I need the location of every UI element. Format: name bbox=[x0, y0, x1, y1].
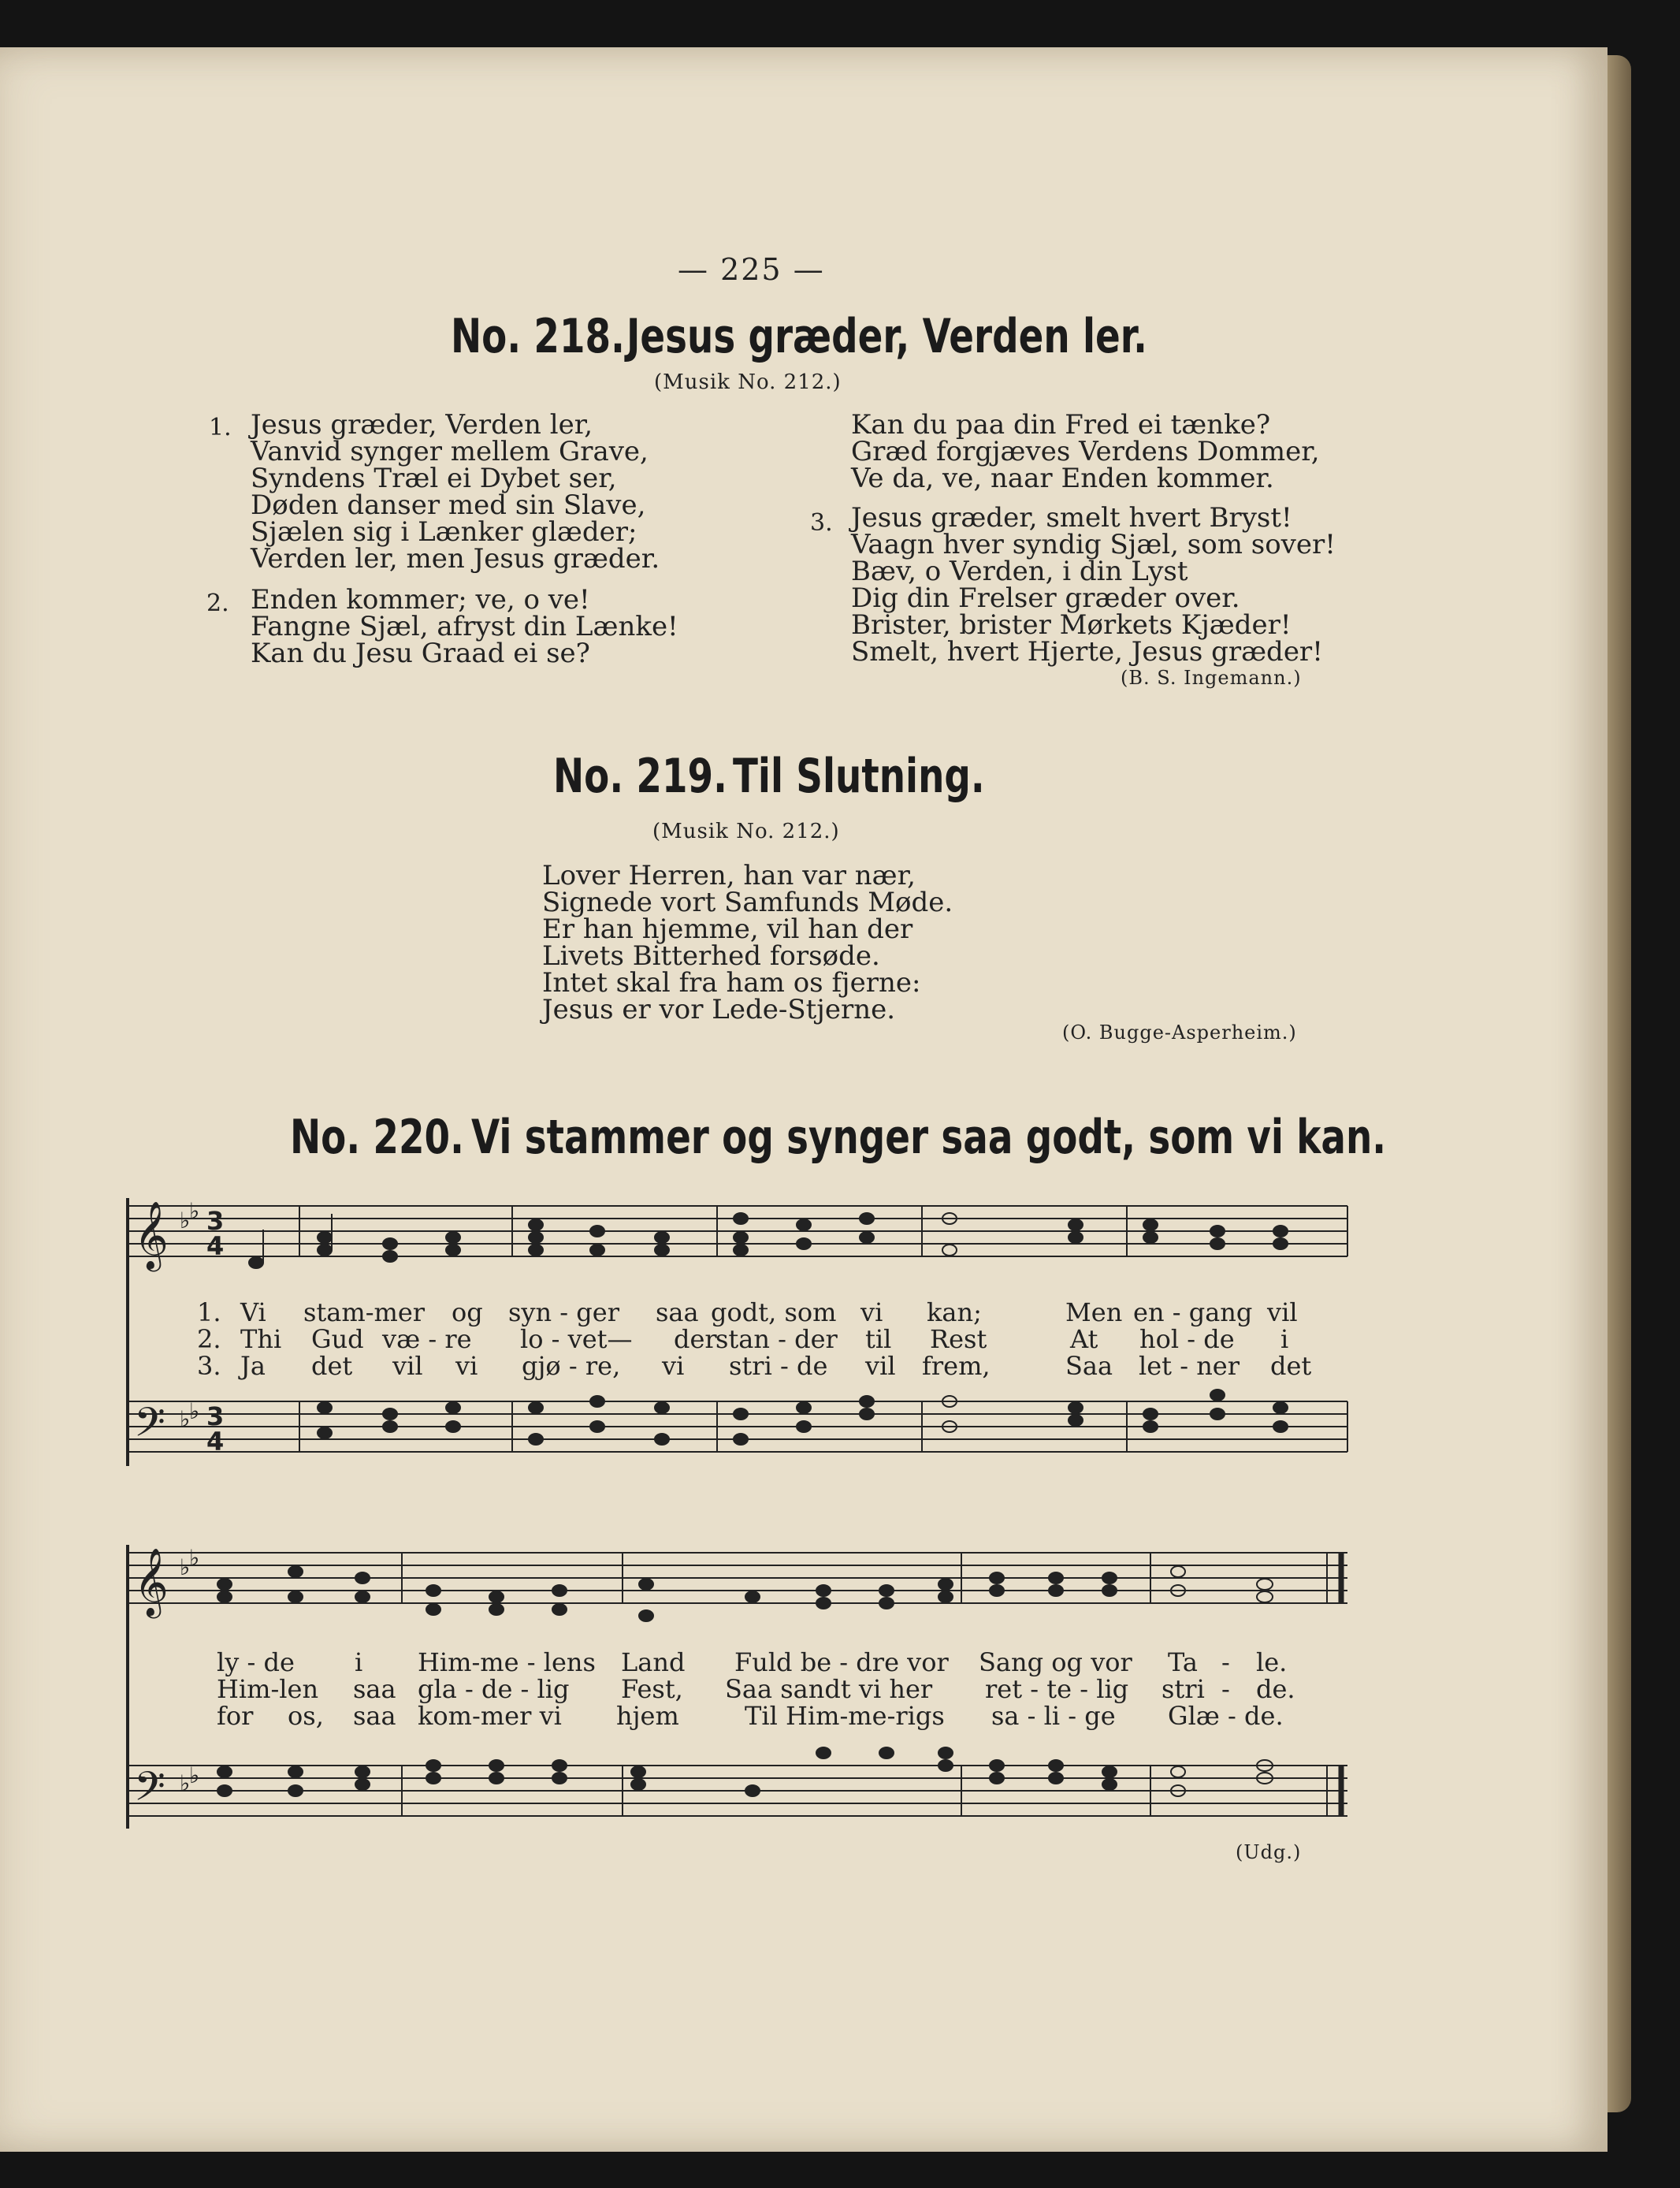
lyric-syllable: Vi bbox=[240, 1297, 266, 1327]
lyric-syllable: Sang og vor bbox=[979, 1647, 1132, 1677]
svg-text:𝄞: 𝄞 bbox=[134, 1201, 169, 1269]
lyric-syllable: til bbox=[865, 1324, 892, 1354]
lyric-syllable: kom-mer vi bbox=[418, 1701, 562, 1731]
lyric-syllable: væ - re bbox=[382, 1324, 472, 1354]
lyric-syllable: - bbox=[1221, 1647, 1230, 1677]
lyric-syllable: for bbox=[217, 1701, 254, 1731]
verse-line: Lover Herren, han var nær, bbox=[542, 860, 916, 891]
lyric-syllable: ly - de bbox=[217, 1647, 295, 1677]
verse-line: Intet skal fra ham os fjerne: bbox=[542, 967, 921, 999]
hymn-219-musik: (Musik No. 212.) bbox=[652, 820, 840, 843]
lyric-syllable: vi bbox=[662, 1351, 685, 1381]
hymn-219-number: No. 219. bbox=[553, 749, 727, 804]
lyric-syllable: saa bbox=[353, 1674, 396, 1704]
verse-line: Vanvid synger mellem Grave, bbox=[251, 436, 649, 467]
lyric-syllable: og bbox=[452, 1297, 483, 1327]
lyric-syllable: stri - de bbox=[729, 1351, 828, 1381]
lyric-syllable: Ja bbox=[240, 1351, 266, 1381]
verse-number: 1. bbox=[197, 1297, 221, 1327]
lyric-syllable: saa bbox=[353, 1701, 396, 1731]
lyric-syllable: saa bbox=[656, 1297, 699, 1327]
lyric-syllable: en - gang bbox=[1133, 1297, 1253, 1327]
lyric-syllable: Land bbox=[621, 1647, 686, 1677]
lyric-syllable: Rest bbox=[930, 1324, 987, 1354]
verse-line: Livets Bitterhed forsøde. bbox=[542, 940, 880, 972]
lyric-syllable: At bbox=[1070, 1324, 1098, 1354]
lyric-syllable: hol - de bbox=[1139, 1324, 1235, 1354]
lyric-syllable: lo - vet— bbox=[520, 1324, 633, 1354]
svg-text:♭: ♭ bbox=[189, 1198, 200, 1224]
svg-text:♭: ♭ bbox=[180, 1207, 191, 1234]
verse-number: 2. bbox=[206, 590, 229, 617]
lyric-syllable: hjem bbox=[616, 1701, 679, 1731]
svg-text:♭: ♭ bbox=[180, 1554, 191, 1580]
svg-text:♭: ♭ bbox=[189, 1398, 200, 1424]
hymn-220-author: (Udg.) bbox=[1236, 1841, 1302, 1863]
lyric-syllable: let - ner bbox=[1139, 1351, 1240, 1381]
svg-text:4: 4 bbox=[206, 1231, 225, 1261]
svg-text:♭: ♭ bbox=[189, 1762, 200, 1788]
lyric-syllable: Fuld be - dre vor bbox=[734, 1647, 949, 1677]
verse-line: Kan du Jesu Graad ei se? bbox=[251, 638, 590, 669]
hymn-218-title: Jesus græder, Verden ler. bbox=[626, 309, 1147, 364]
lyric-syllable: gjø - re, bbox=[522, 1351, 621, 1381]
lyric-syllable: Him-me - lens bbox=[418, 1647, 596, 1677]
hymn-218-musik: (Musik No. 212.) bbox=[654, 370, 842, 394]
verse-line: Jesus er vor Lede-Stjerne. bbox=[542, 994, 896, 1025]
verse-line: Smelt, hvert Hjerte, Jesus græder! bbox=[851, 636, 1323, 668]
lyric-syllable: frem, bbox=[922, 1351, 991, 1381]
lyric-syllable: ret - te - lig bbox=[985, 1674, 1129, 1704]
lyric-syllable: Ta bbox=[1168, 1647, 1198, 1677]
lyric-syllable: der bbox=[674, 1324, 717, 1354]
verse-line: Vaagn hver syndig Sjæl, som sover! bbox=[851, 529, 1336, 560]
lyric-syllable: vil bbox=[392, 1351, 423, 1381]
svg-text:♭: ♭ bbox=[180, 1406, 191, 1432]
lyric-syllable: i bbox=[355, 1647, 363, 1677]
verse-line: Ve da, ve, naar Enden kommer. bbox=[851, 463, 1274, 494]
lyric-syllable: vil bbox=[1267, 1297, 1298, 1327]
verse-line: Signede vort Samfunds Møde. bbox=[542, 887, 953, 918]
verse-line: Enden kommer; ve, o ve! bbox=[251, 584, 590, 616]
lyric-syllable: Til Him-me-rigs bbox=[745, 1701, 945, 1731]
verse-line: Bæv, o Verden, i din Lyst bbox=[851, 556, 1188, 587]
verse-line: Er han hjemme, vil han der bbox=[542, 914, 913, 945]
lyric-syllable: stan - der bbox=[715, 1324, 838, 1354]
hymn-220-title: Vi stammer og synger saa godt, som vi kan. bbox=[471, 1110, 1387, 1165]
lyric-syllable: Glæ - de. bbox=[1168, 1701, 1284, 1731]
hymn-220-number: No. 220. bbox=[290, 1110, 464, 1165]
verse-number: 2. bbox=[197, 1324, 221, 1354]
svg-text:𝄞: 𝄞 bbox=[134, 1548, 169, 1616]
lyric-syllable: stam-mer bbox=[303, 1297, 426, 1327]
lyric-syllable: det bbox=[1270, 1351, 1312, 1381]
lyric-syllable: stri bbox=[1162, 1674, 1205, 1704]
verse-line: Sjælen sig i Lænker glæder; bbox=[251, 516, 637, 548]
verse-line: Fangne Sjæl, afryst din Lænke! bbox=[251, 611, 678, 642]
verse-number: 1. bbox=[209, 414, 232, 441]
lyric-syllable: Him-len bbox=[217, 1674, 319, 1704]
verse-line: Brister, brister Mørkets Kjæder! bbox=[851, 609, 1292, 641]
verse-line: Græd forgjæves Verdens Dommer, bbox=[851, 436, 1320, 467]
svg-text:♭: ♭ bbox=[180, 1770, 191, 1796]
verse-line: Verden ler, men Jesus græder. bbox=[251, 543, 660, 575]
verse-line: Dig din Frelser græder over. bbox=[851, 582, 1240, 614]
lyric-syllable: kan; bbox=[927, 1297, 982, 1327]
svg-text:4: 4 bbox=[206, 1427, 225, 1457]
lyric-syllable: vi bbox=[860, 1297, 883, 1327]
lyric-syllable: Gud bbox=[311, 1324, 364, 1354]
svg-text:3: 3 bbox=[206, 1206, 225, 1236]
lyric-syllable: vi bbox=[455, 1351, 478, 1381]
lyric-syllable: sa - li - ge bbox=[991, 1701, 1116, 1731]
verse-line: Syndens Træl ei Dybet ser, bbox=[251, 463, 617, 494]
hymn-219-title: Til Slutning. bbox=[733, 749, 985, 804]
verse-line: Jesus græder, smelt hvert Bryst! bbox=[851, 502, 1292, 534]
svg-text:♭: ♭ bbox=[189, 1545, 200, 1571]
lyric-syllable: Fest, bbox=[621, 1674, 683, 1704]
lyric-syllable: de. bbox=[1256, 1674, 1295, 1704]
lyric-syllable: gla - de - lig bbox=[418, 1674, 570, 1704]
lyric-syllable: - bbox=[1221, 1674, 1230, 1704]
lyric-syllable: Saa sandt vi her bbox=[725, 1674, 933, 1704]
verse-line: Døden danser med sin Slave, bbox=[251, 489, 646, 521]
lyric-syllable: i bbox=[1280, 1324, 1289, 1354]
lyric-syllable: syn - ger bbox=[508, 1297, 619, 1327]
lyric-syllable: le. bbox=[1256, 1647, 1288, 1677]
lyric-syllable: Thi bbox=[240, 1324, 282, 1354]
lyric-syllable: os, bbox=[288, 1701, 324, 1731]
page-number: — 225 — bbox=[678, 252, 825, 287]
verse-number: 3. bbox=[810, 509, 833, 537]
svg-text:3: 3 bbox=[206, 1401, 225, 1431]
lyric-syllable: det bbox=[311, 1351, 353, 1381]
hymn-218-author: (B. S. Ingemann.) bbox=[1121, 667, 1302, 689]
hymn-219-author: (O. Bugge-Asperheim.) bbox=[1062, 1021, 1297, 1044]
lyric-syllable: vil bbox=[865, 1351, 896, 1381]
hymn-218-number: No. 218. bbox=[451, 309, 625, 364]
lyric-syllable: Men bbox=[1065, 1297, 1123, 1327]
verse-number: 3. bbox=[197, 1351, 221, 1381]
verse-line: Kan du paa din Fred ei tænke? bbox=[851, 409, 1271, 441]
lyric-syllable: godt, som bbox=[711, 1297, 837, 1327]
verse-line: Jesus græder, Verden ler, bbox=[251, 409, 593, 441]
lyric-syllable: Saa bbox=[1065, 1351, 1113, 1381]
svg-text:𝄢: 𝄢 bbox=[134, 1762, 165, 1820]
svg-text:𝄢: 𝄢 bbox=[134, 1398, 165, 1456]
